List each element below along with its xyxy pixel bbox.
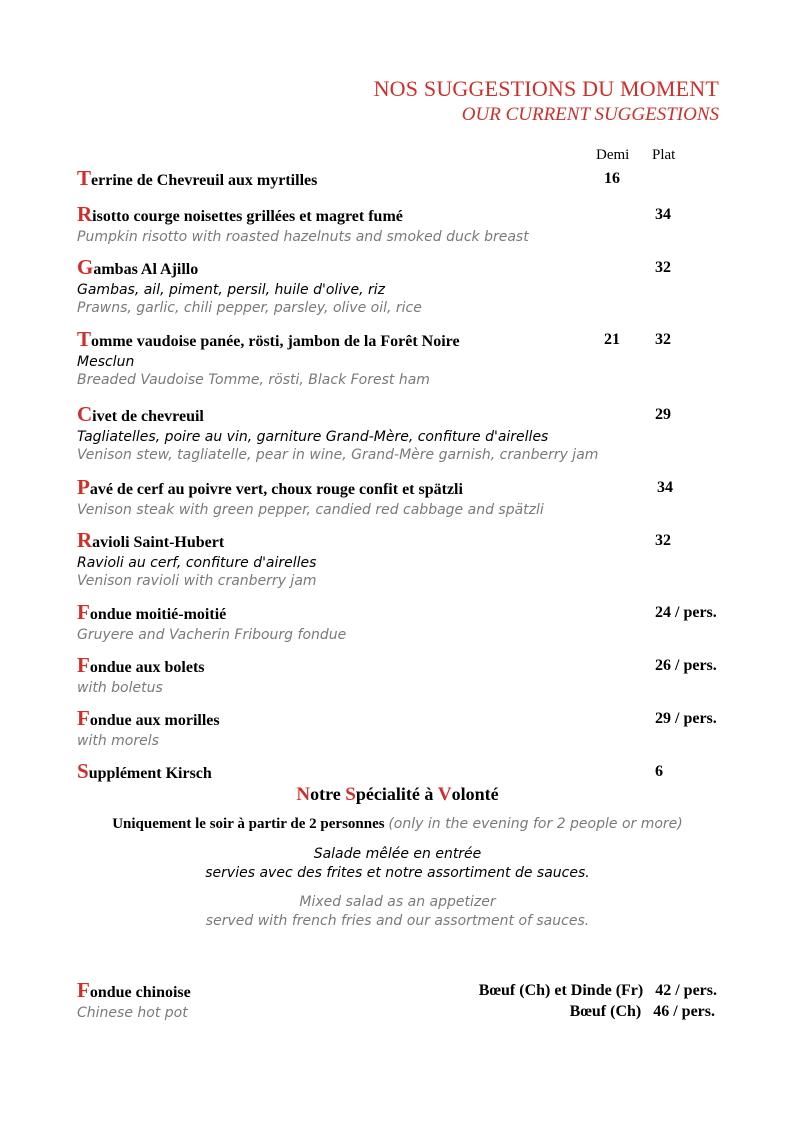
price-plat: 32 [655,259,671,276]
price-beef: Bœuf (Ch) 46 / pers. [569,1003,715,1020]
menu-item-description-en: Prawns, garlic, chili pepper, parsley, olive oil, rice [77,300,422,316]
menu-item [77,528,317,589]
price-plat: 32 [655,331,671,348]
menu-item-initial: F [77,978,90,1002]
price-plat: 34 [655,206,671,223]
price-demi: 21 [604,331,620,348]
menu-item-name: Civet de chevreuil [77,402,204,426]
menu-item [77,202,529,245]
menu-item [77,600,346,643]
specialty-description-en-line1: Mixed salad as an appetizer [299,894,496,910]
menu-item [77,653,205,696]
menu-item [77,327,460,388]
menu-item-name: Tomme vaudoise panée, rösti, jambon de la Forêt Noire [77,327,460,351]
page-subtitle: OUR CURRENT SUGGESTIONS [461,104,719,125]
menu-item-name: Fondue moitié-moitié [77,600,227,624]
menu-item-name: Risotto courge noisettes grillées et magret fumé [77,202,403,226]
price-plat: 6 [655,763,663,780]
menu-item-initial: S [77,759,89,783]
specialty-condition: Uniquement le soir à partir de 2 personnes (only in the evening for 2 people or more) [112,816,683,832]
column-header-plat: Plat [652,147,676,163]
specialty-description-fr-line2: servies avec des frites et notre assortiment de sauces. [205,865,590,881]
price-plat: 29 [655,406,671,423]
menu-item-name: Supplément Kirsch [77,759,212,783]
menu-item-initial: R [77,528,93,552]
price-demi: 16 [604,170,620,187]
specialty-description-fr-line1: Salade mêlée en entrée [313,846,482,862]
menu-item [77,706,220,749]
price-plat: 32 [655,532,671,549]
menu-item-initial: T [77,166,92,190]
menu-item [77,255,422,316]
specialty-heading: Notre Spécialité à Volonté [296,784,499,805]
column-header-demi: Demi [596,147,630,163]
menu-item-name: Fondue chinoise [77,978,191,1002]
menu-item-description-en: Venison ravioli with cranberry jam [77,573,317,589]
menu-item-description-en: Venison steak with green pepper, candied red cabbage and spätzli [77,502,544,518]
menu-item-name: Ravioli Saint-Hubert [77,528,225,552]
menu-item-description-fr: Tagliatelles, poire au vin, garniture Grand-Mère, confiture d'airelles [77,429,549,445]
menu-item-name: Pavé de cerf au poivre vert, choux rouge confit et spätzli [77,475,463,499]
menu-item-initial: P [77,475,90,499]
menu-item-description-en: Breaded Vaudoise Tomme, rösti, Black Forest ham [77,372,430,388]
menu-item-description-fr: Mesclun [77,354,135,370]
price-beef-turkey: Bœuf (Ch) et Dinde (Fr) 42 / pers. [478,982,717,999]
menu-item-description-fr: Gambas, ail, piment, persil, huile d'olive, riz [77,282,385,298]
menu-item-name: Fondue aux morilles [77,706,220,730]
menu-item-description-fr: Ravioli au cerf, confiture d'airelles [77,555,317,571]
menu-item [77,759,212,784]
price-plat: 29 / pers. [655,710,717,727]
menu-item-description-en: Venison stew, tagliatelle, pear in wine, Grand-Mère garnish, cranberry jam [77,447,599,463]
menu-item-initial: R [77,202,93,226]
menu-item-initial: F [77,706,90,730]
menu-item-name: Terrine de Chevreuil aux myrtilles [77,166,318,190]
price-plat: 24 / pers. [655,604,717,621]
menu-item-description-en: Pumpkin risotto with roasted hazelnuts and smoked duck breast [77,229,529,245]
menu-item-description-en: Chinese hot pot [77,1005,188,1021]
menu-item [77,166,317,191]
page-title: NOS SUGGESTIONS DU MOMENT [373,76,719,101]
menu-item-name: Gambas Al Ajillo [77,255,199,279]
menu-item-description-en: Gruyere and Vacherin Fribourg fondue [77,627,347,643]
menu-item-initial: T [77,327,92,351]
menu-item-description-en: with morels [77,733,159,749]
menu-item-initial: F [77,600,90,624]
menu-item [77,475,544,518]
menu-item [77,402,598,463]
menu-item-initial: C [77,402,93,426]
specialty-description-en-line2: served with french fries and our assortment of sauces. [205,913,590,929]
price-plat: 26 / pers. [655,657,717,674]
menu-item-initial: G [77,255,94,279]
price-plat: 34 [657,479,673,496]
menu-item-description-en: with boletus [77,680,163,696]
menu-item-initial: F [77,653,90,677]
menu-item-name: Fondue aux bolets [77,653,205,677]
menu-item-fondue-chinoise [77,978,191,1021]
